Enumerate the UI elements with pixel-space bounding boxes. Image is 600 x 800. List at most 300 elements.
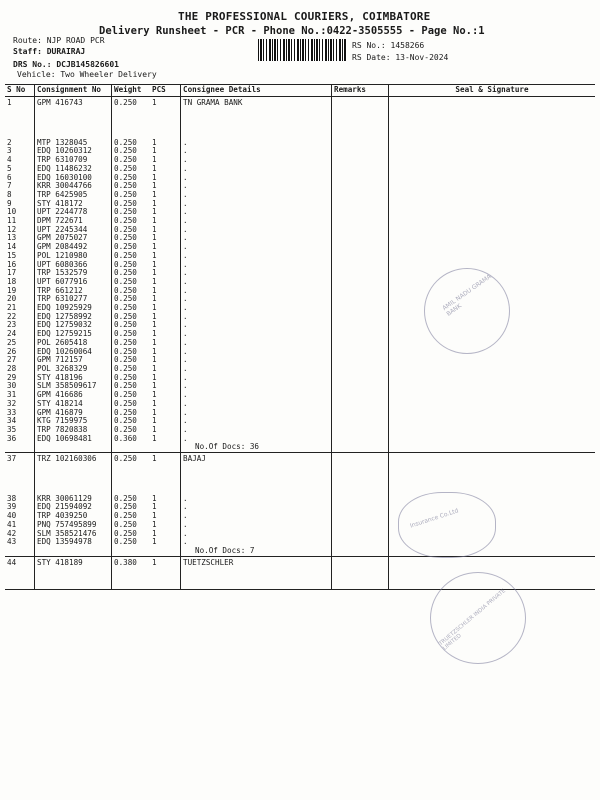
row-remarks (332, 556, 389, 567)
row-consignment: KTG 7159975 (35, 417, 112, 426)
row-pcs: 1 (152, 329, 157, 339)
row-consignee: . (181, 182, 332, 191)
row-consignee: . (181, 512, 332, 521)
row-consignee: . (181, 287, 332, 296)
row-remarks (332, 382, 389, 391)
row-weight: 0.250 (112, 530, 151, 539)
row-sno: 8 (7, 189, 12, 199)
row-consignee: . (181, 400, 332, 409)
company-title: THE PROFESSIONAL COURIERS, COIMBATORE (178, 10, 431, 23)
row-consignment: DPM 722671 (35, 217, 112, 226)
row-sno: 40 (7, 511, 17, 521)
runsheet-table (5, 84, 595, 590)
row-remarks (332, 339, 389, 348)
row-weight: 0.250 (112, 139, 151, 148)
row-sno: 22 (7, 311, 17, 321)
row-remarks (332, 521, 389, 530)
table-row (5, 530, 595, 539)
row-sno: 39 (7, 502, 17, 512)
table-row (5, 435, 595, 444)
row-pcs: 1 (152, 224, 157, 234)
row-weight: 0.380 (112, 556, 151, 567)
group-summary-row (5, 547, 595, 556)
row-weight: 0.250 (112, 182, 151, 191)
row-sno: 3 (7, 146, 12, 156)
row-consignee: . (181, 243, 332, 252)
table-row (5, 139, 595, 148)
row-weight: 0.250 (112, 365, 151, 374)
row-remarks (332, 261, 389, 270)
row-weight: 0.250 (112, 495, 151, 504)
row-weight: 0.250 (112, 391, 151, 400)
vehicle-label: Vehicle: Two Wheeler Delivery (17, 70, 157, 79)
row-remarks (332, 234, 389, 243)
row-seal (389, 417, 596, 426)
row-remarks (332, 208, 389, 217)
row-pcs: 1 (152, 311, 157, 321)
row-sno: 27 (7, 355, 17, 365)
row-pcs: 1 (152, 189, 157, 199)
docs-count: No.Of Docs: 36 (181, 443, 332, 452)
col-consignee: Consignee Details (181, 85, 332, 97)
spacer-cell (332, 464, 389, 495)
table-row (5, 426, 595, 435)
row-consignee: . (181, 269, 332, 278)
row-remarks (332, 435, 389, 444)
row-consignment: EDQ 10260064 (35, 348, 112, 357)
row-pcs: 1 (152, 372, 157, 382)
row-weight: 0.250 (112, 348, 151, 357)
table-row (5, 234, 595, 243)
row-pcs: 1 (152, 381, 157, 391)
row-weight: 0.250 (112, 252, 151, 261)
spacer-row (5, 108, 595, 139)
row-pcs: 1 (152, 207, 157, 217)
row-consignment: GPM 416879 (35, 409, 112, 418)
row-weight: 0.250 (112, 208, 151, 217)
row-weight: 0.250 (112, 226, 151, 235)
route-label: Route: NJP ROAD PCR (13, 36, 105, 45)
row-weight: 0.250 (112, 400, 151, 409)
row-weight: 0.250 (112, 269, 151, 278)
row-consignment: UPT 6077916 (35, 278, 112, 287)
row-weight: 0.250 (112, 261, 151, 270)
row-pcs: 1 (152, 424, 157, 434)
spacer-cell (35, 464, 112, 495)
row-pcs: 1 (152, 163, 157, 173)
row-seal (389, 382, 596, 391)
row-weight: 0.250 (112, 512, 151, 521)
row-weight: 0.250 (112, 165, 151, 174)
row-pcs: 1 (152, 259, 157, 269)
spacer-cell (5, 108, 35, 139)
row-consignee: . (181, 391, 332, 400)
table-row (5, 165, 595, 174)
row-remarks (332, 174, 389, 183)
row-consignment: POL 2605418 (35, 339, 112, 348)
spacer-cell (181, 108, 332, 139)
row-seal (389, 243, 596, 252)
row-consignment: EDQ 10698481 (35, 435, 112, 444)
col-remarks: Remarks (332, 85, 389, 97)
row-seal (389, 208, 596, 217)
row-consignment: UPT 2245344 (35, 226, 112, 235)
row-sno: 23 (7, 320, 17, 330)
spacer-cell (35, 108, 112, 139)
row-remarks (332, 356, 389, 365)
spacer-cell (5, 464, 35, 495)
row-remarks (332, 191, 389, 200)
row-weight: 0.250 (112, 295, 151, 304)
row-sno: 19 (7, 285, 17, 295)
spacer-cell (150, 108, 181, 139)
table-row (5, 182, 595, 191)
table-row (5, 453, 595, 464)
summary-pcs (150, 567, 181, 590)
row-sno: 6 (7, 172, 12, 182)
row-consignee: . (181, 261, 332, 270)
table-row (5, 191, 595, 200)
table-row (5, 208, 595, 217)
row-weight: 0.250 (112, 313, 151, 322)
row-remarks (332, 97, 389, 108)
row-weight: 0.250 (112, 426, 151, 435)
row-pcs: 1 (152, 172, 157, 182)
summary-sno (5, 443, 35, 452)
bajaj-stamp: Insurance Co.Ltd (398, 492, 496, 558)
row-consignee: . (181, 234, 332, 243)
row-sno: 12 (7, 224, 17, 234)
row-consignee: . (181, 330, 332, 339)
row-pcs: 1 (152, 454, 157, 464)
row-remarks (332, 278, 389, 287)
row-remarks (332, 426, 389, 435)
row-consignee: . (181, 313, 332, 322)
row-sno: 10 (7, 207, 17, 217)
row-remarks (332, 348, 389, 357)
row-weight: 0.250 (112, 321, 151, 330)
summary-sno (5, 567, 35, 590)
row-sno: 24 (7, 329, 17, 339)
row-weight: 0.250 (112, 147, 151, 156)
row-sno: 1 (7, 98, 12, 107)
row-pcs: 1 (152, 216, 157, 226)
row-pcs: 1 (152, 320, 157, 330)
row-remarks (332, 182, 389, 191)
row-sno: 34 (7, 416, 17, 426)
row-consignment: TRP 1532579 (35, 269, 112, 278)
row-remarks (332, 538, 389, 547)
row-sno: 5 (7, 163, 12, 173)
row-consignment: GPM 416686 (35, 391, 112, 400)
summary-pcs (150, 547, 181, 556)
table-row (5, 174, 595, 183)
row-sno: 16 (7, 259, 17, 269)
table-row (5, 147, 595, 156)
row-consignment: GPM 2075027 (35, 234, 112, 243)
row-sno: 44 (7, 557, 17, 567)
row-seal (389, 556, 596, 567)
row-pcs: 1 (152, 433, 157, 443)
row-seal (389, 365, 596, 374)
row-consignee: . (181, 339, 332, 348)
row-pcs: 1 (152, 155, 157, 165)
row-weight: 0.250 (112, 278, 151, 287)
row-consignment: TRP 4039250 (35, 512, 112, 521)
row-remarks (332, 400, 389, 409)
spacer-cell (112, 464, 151, 495)
row-remarks (332, 165, 389, 174)
row-consignee: . (181, 147, 332, 156)
row-consignee: . (181, 191, 332, 200)
row-weight: 0.250 (112, 200, 151, 209)
row-sno: 9 (7, 198, 12, 208)
row-seal (389, 234, 596, 243)
row-weight: 0.250 (112, 339, 151, 348)
table-row (5, 538, 595, 547)
row-pcs: 1 (152, 276, 157, 286)
row-consignee: . (181, 139, 332, 148)
row-weight: 0.360 (112, 435, 151, 444)
row-seal (389, 174, 596, 183)
table-row (5, 495, 595, 504)
row-pcs: 1 (152, 137, 157, 147)
spacer-cell (181, 464, 332, 495)
row-remarks (332, 139, 389, 148)
row-sno: 13 (7, 233, 17, 243)
row-weight: 0.250 (112, 243, 151, 252)
row-consignee: . (181, 321, 332, 330)
row-sno: 25 (7, 337, 17, 347)
table-row (5, 400, 595, 409)
row-consignee: . (181, 538, 332, 547)
row-weight: 0.250 (112, 538, 151, 547)
row-sno: 38 (7, 493, 17, 503)
row-sno: 20 (7, 294, 17, 304)
row-pcs: 1 (152, 198, 157, 208)
row-remarks (332, 409, 389, 418)
row-consignment: EDQ 10260312 (35, 147, 112, 156)
row-consignee: TUETZSCHLER (181, 556, 332, 567)
row-seal (389, 348, 596, 357)
row-pcs: 1 (152, 242, 157, 252)
spacer-cell (112, 108, 151, 139)
row-remarks (332, 295, 389, 304)
row-consignment: TRP 661212 (35, 287, 112, 296)
row-sno: 7 (7, 181, 12, 191)
row-consignment: UPT 2244778 (35, 208, 112, 217)
spacer-row (5, 464, 595, 495)
summary-cn (35, 567, 112, 590)
row-consignment: EDQ 11486232 (35, 165, 112, 174)
row-consignment: KRR 30044766 (35, 182, 112, 191)
row-consignee: . (181, 530, 332, 539)
summary-cn (35, 547, 112, 556)
col-weight: Weight (112, 85, 151, 97)
row-sno: 41 (7, 519, 17, 529)
table-row (5, 503, 595, 512)
row-consignment: EDQ 16030100 (35, 174, 112, 183)
spacer-cell (389, 108, 596, 139)
row-consignment: TRP 6310709 (35, 156, 112, 165)
row-weight: 0.250 (112, 521, 151, 530)
row-remarks (332, 252, 389, 261)
row-weight: 0.250 (112, 304, 151, 313)
row-consignment: EDQ 13594978 (35, 538, 112, 547)
row-consignment: GPM 416743 (35, 97, 112, 108)
row-seal (389, 165, 596, 174)
table-row (5, 278, 595, 287)
row-remarks (332, 530, 389, 539)
row-remarks (332, 391, 389, 400)
table-header-row (5, 85, 595, 97)
row-consignment: STY 418214 (35, 400, 112, 409)
row-consignment: EDQ 10925929 (35, 304, 112, 313)
row-remarks (332, 321, 389, 330)
row-pcs: 1 (152, 346, 157, 356)
row-pcs: 1 (152, 537, 157, 547)
row-remarks (332, 243, 389, 252)
row-pcs: 1 (152, 493, 157, 503)
row-consignee: BAJAJ (181, 453, 332, 464)
barcode-image (258, 39, 347, 61)
row-sno: 30 (7, 381, 17, 391)
row-pcs: 1 (152, 407, 157, 417)
row-seal (389, 374, 596, 383)
col-pcs: PCS (150, 85, 181, 97)
row-consignee: . (181, 417, 332, 426)
row-consignee: . (181, 165, 332, 174)
table-row (5, 556, 595, 567)
row-pcs: 1 (152, 528, 157, 538)
table-row (5, 382, 595, 391)
row-seal (389, 182, 596, 191)
col-seal: Seal & Signature (389, 85, 596, 97)
row-seal (389, 391, 596, 400)
row-seal (389, 426, 596, 435)
row-sno: 11 (7, 216, 17, 226)
row-consignee: . (181, 521, 332, 530)
row-sno: 29 (7, 372, 17, 382)
row-remarks (332, 374, 389, 383)
row-consignee: . (181, 304, 332, 313)
row-consignee: . (181, 200, 332, 209)
row-sno: 33 (7, 407, 17, 417)
row-consignment: TRP 7820838 (35, 426, 112, 435)
row-pcs: 1 (152, 519, 157, 529)
row-sno: 28 (7, 363, 17, 373)
row-consignee: . (181, 426, 332, 435)
row-seal (389, 139, 596, 148)
row-pcs: 1 (152, 294, 157, 304)
row-weight: 0.250 (112, 287, 151, 296)
row-seal (389, 200, 596, 209)
row-sno: 35 (7, 424, 17, 434)
table-row (5, 217, 595, 226)
row-consignee: . (181, 435, 332, 444)
row-consignee: . (181, 374, 332, 383)
summary-remarks (332, 547, 389, 556)
row-pcs: 1 (152, 181, 157, 191)
col-consignment: Consignment No (35, 85, 112, 97)
row-consignment: POL 1210980 (35, 252, 112, 261)
row-weight: 0.250 (112, 97, 151, 108)
row-sno: 14 (7, 242, 17, 252)
row-consignee: TN GRAMA BANK (181, 97, 332, 108)
row-weight: 0.250 (112, 217, 151, 226)
row-remarks (332, 269, 389, 278)
row-pcs: 1 (152, 363, 157, 373)
row-consignment: EDQ 12759032 (35, 321, 112, 330)
table-row (5, 391, 595, 400)
row-consignee: . (181, 174, 332, 183)
row-pcs: 1 (152, 285, 157, 295)
table-row (5, 348, 595, 357)
row-pcs: 1 (152, 557, 157, 567)
docs-count: No.Of Docs: 7 (181, 547, 332, 556)
row-sno: 36 (7, 433, 17, 443)
row-weight: 0.250 (112, 156, 151, 165)
row-remarks (332, 200, 389, 209)
row-consignment: GPM 2084492 (35, 243, 112, 252)
table-row (5, 226, 595, 235)
row-remarks (332, 503, 389, 512)
row-consignee: . (181, 217, 332, 226)
row-consignment: SLM 358521476 (35, 530, 112, 539)
summary-sno (5, 547, 35, 556)
spacer-cell (389, 464, 596, 495)
row-consignment: UPT 6080366 (35, 261, 112, 270)
row-sno: 43 (7, 537, 17, 547)
summary-remarks (332, 443, 389, 452)
row-consignee: . (181, 208, 332, 217)
row-sno: 2 (7, 137, 12, 147)
rs-number: RS No.: 1458266 (352, 41, 425, 50)
row-consignment: SLM 358509617 (35, 382, 112, 391)
table-row (5, 356, 595, 365)
row-consignment: MTP 1328045 (35, 139, 112, 148)
row-remarks (332, 453, 389, 464)
row-consignee: . (181, 252, 332, 261)
row-consignee: . (181, 226, 332, 235)
row-pcs: 1 (152, 337, 157, 347)
row-seal (389, 226, 596, 235)
row-remarks (332, 226, 389, 235)
row-weight: 0.250 (112, 503, 151, 512)
row-consignee: . (181, 503, 332, 512)
row-consignment: EDQ 12758992 (35, 313, 112, 322)
group-summary-row (5, 443, 595, 452)
row-seal (389, 400, 596, 409)
row-remarks (332, 512, 389, 521)
table-row (5, 200, 595, 209)
runsheet-title: Delivery Runsheet - PCR - Phone No.:0422-3505555 - Page No.:1 (99, 25, 485, 37)
row-pcs: 1 (152, 390, 157, 400)
row-seal (389, 356, 596, 365)
table-row (5, 243, 595, 252)
row-sno: 21 (7, 303, 17, 313)
row-consignee: . (181, 295, 332, 304)
row-weight: 0.250 (112, 409, 151, 418)
row-remarks (332, 156, 389, 165)
row-remarks (332, 417, 389, 426)
row-consignment: PNQ 757495899 (35, 521, 112, 530)
table-row (5, 156, 595, 165)
table-row (5, 97, 595, 108)
table-row (5, 339, 595, 348)
row-seal (389, 252, 596, 261)
row-consignee: . (181, 278, 332, 287)
